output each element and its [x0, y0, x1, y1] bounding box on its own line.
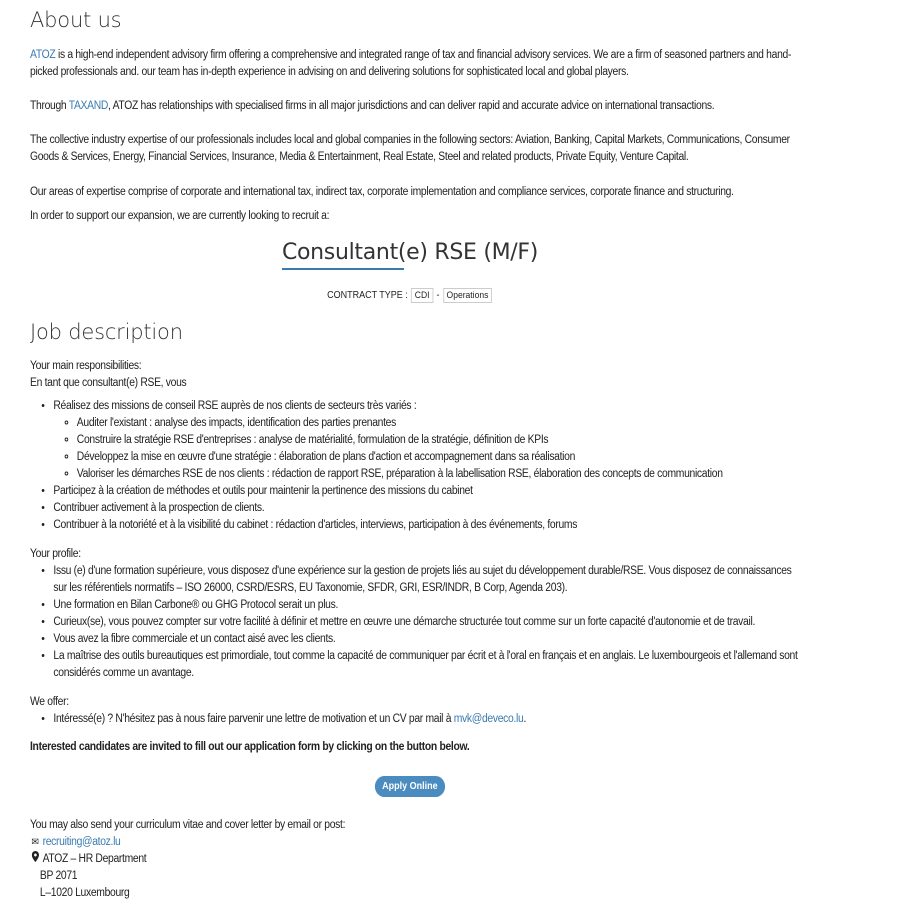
job-title-block — [30, 240, 790, 267]
list-item: • Contribuer activement à la prospection de clients. — [53, 500, 799, 517]
list-item: • Intéressé(e) ? N'hésitez pas à nous faire parvenir une lettre de motivation et un CV par mail à mvk@deveco.lu. — [53, 711, 799, 728]
responsibilities-list — [30, 398, 799, 534]
contract-info — [68, 288, 752, 303]
profile-heading: Your profile: — [30, 548, 81, 560]
department-badge: Operations — [443, 288, 492, 303]
sub-list — [53, 415, 799, 483]
list-item: • La maîtrise des outils bureautiques est primordiale, tout comme la capacité de communiquer par écrit et à l'oral en français et en anglais. Le luxembourgeois et l'allemand sont considérés comme un avantage. — [53, 648, 799, 682]
contract-separator: - — [436, 290, 440, 301]
list-item: • Participez à la création de méthodes et outils pour maintenir la pertinence des missions du cabinet — [53, 483, 799, 500]
profile-section — [30, 546, 799, 682]
taxand-link[interactable]: TAXAND — [68, 100, 109, 112]
list-item: ◦ Auditer l'existant : analyse des impacts, identification des parties prenantes — [77, 415, 799, 432]
about-paragraph-3: The collective industry expertise of our professionals includes local and global companies in the following sectors: Aviation, Banking, Capital Markets, Communications, Consumer Goods & Services, Energy, Financial Services, Insurance, Media & Entertainment, Real Estate, Steel and related products, Private Equity, Venture Capital. — [30, 134, 790, 163]
post-intro: You may also send your curriculum vitae and cover letter by email or post: — [30, 819, 346, 831]
apply-button-wrap — [30, 776, 790, 797]
address-po-box: BP 2071 — [39, 870, 78, 882]
list-item: • Vous avez la fibre commerciale et un contact aisé avec les clients. — [53, 631, 799, 648]
list-item: • Curieux(se), vous pouvez compter sur votre facilité à définir et mettre en œuvre une démarche structurée tout comme sur un forte capacité d'autonomie et de travail. — [53, 614, 799, 631]
list-item: ◦ Développez la mise en œuvre d'une stratégie : élaboration de plans d'action et accompagnement dans sa réalisation — [77, 449, 799, 466]
interested-note: Interested candidates are invited to fill out our application form by clicking on the button below. — [30, 741, 470, 753]
offer-heading: We offer: — [30, 696, 69, 708]
about-paragraph-5: In order to support our expansion, we are currently looking to recruit a: — [30, 210, 330, 222]
about-title: About us — [30, 8, 122, 32]
address-line: ATOZ – HR Department — [30, 851, 799, 868]
contact-section — [30, 817, 799, 902]
about-paragraph-1: ATOZ is a high-end independent advisory firm offering a comprehensive and integrated range of tax and financial advisory services. We are a firm of seasoned partners and hand-picked professionals and. our team has in-depth experience in advising on and delivering solutions for sophisticated local and global players. — [30, 49, 792, 78]
offer-email-link[interactable]: mvk@deveco.lu — [453, 713, 524, 725]
job-title: Consultant(e) RSE (M/F) — [282, 240, 538, 267]
about-paragraph-4: Our areas of expertise comprise of corporate and international tax, indirect tax, corporate implementation and compliance services, corporate finance and structuring. — [30, 186, 734, 198]
profile-list — [30, 563, 799, 682]
map-marker-icon — [30, 851, 40, 868]
contract-type-badge: CDI — [411, 288, 433, 303]
offer-section — [30, 694, 799, 728]
responsibilities-intro: En tant que consultant(e) RSE, vous — [30, 377, 187, 389]
title-underline — [282, 268, 404, 270]
list-item: • Contribuer à la notoriété et à la visibilité du cabinet : rédaction d'articles, interviews, participation à des événements, forums — [53, 517, 799, 534]
recruiting-email-link[interactable]: recruiting@atoz.lu — [42, 836, 121, 848]
about-paragraph-2: Through TAXAND, ATOZ has relationships with specialised firms in all major jurisdictions and can deliver rapid and accurate advice on international transactions. — [30, 100, 715, 112]
contract-label: CONTRACT TYPE : — [327, 290, 408, 301]
envelope-icon: ✉ — [31, 837, 39, 848]
address-city: L–1020 Luxembourg — [39, 887, 130, 899]
email-line — [30, 834, 799, 851]
atoz-link[interactable]: ATOZ — [30, 49, 56, 61]
list-item: ◦ Valoriser les démarches RSE de nos clients : rédaction de rapport RSE, préparation à la labellisation RSE, élaboration des concepts de communication — [77, 466, 799, 483]
list-item: • Une formation en Bilan Carbone® ou GHG Protocol serait un plus. — [53, 597, 799, 614]
offer-list — [30, 711, 799, 728]
list-item: • Réalisez des missions de conseil RSE auprès de nos clients de secteurs très variés : ◦ Auditer l'existant : analyse des impacts, identification des parties prenantes ◦ Construire la stratégie RSE d'entreprises : analyse de matérialité, formulation de la stratégie, définition de KPIs ◦ Développez la mise en œuvre d'une stratégie : élaboration de plans d'action et accompagnement dans sa réalisation ◦ Valoriser les démarches RSE de nos clients : rédaction de rapport RSE, préparation à la labellisation RSE, élaboration des concepts de communication — [53, 398, 799, 483]
apply-online-button[interactable]: Apply Online — [375, 776, 445, 797]
responsibilities-section — [30, 358, 799, 534]
responsibilities-heading: Your main responsibilities: — [30, 360, 142, 372]
job-description-title: Job description — [30, 320, 183, 344]
list-item: • Issu (e) d'une formation supérieure, vous disposez d'une expérience sur la gestion de projets liés au sujet du développement durable/RSE. Vous disposez de connaissances sur les référentiels normatifs – ISO 26000, CSRD/ESRS, EU Taxonomie, SFDR, GRI, ESR/INDR, B Corp, Agenda 203). — [53, 563, 799, 597]
list-item: ◦ Construire la stratégie RSE d'entreprises : analyse de matérialité, formulation de la stratégie, définition de KPIs — [77, 432, 799, 449]
